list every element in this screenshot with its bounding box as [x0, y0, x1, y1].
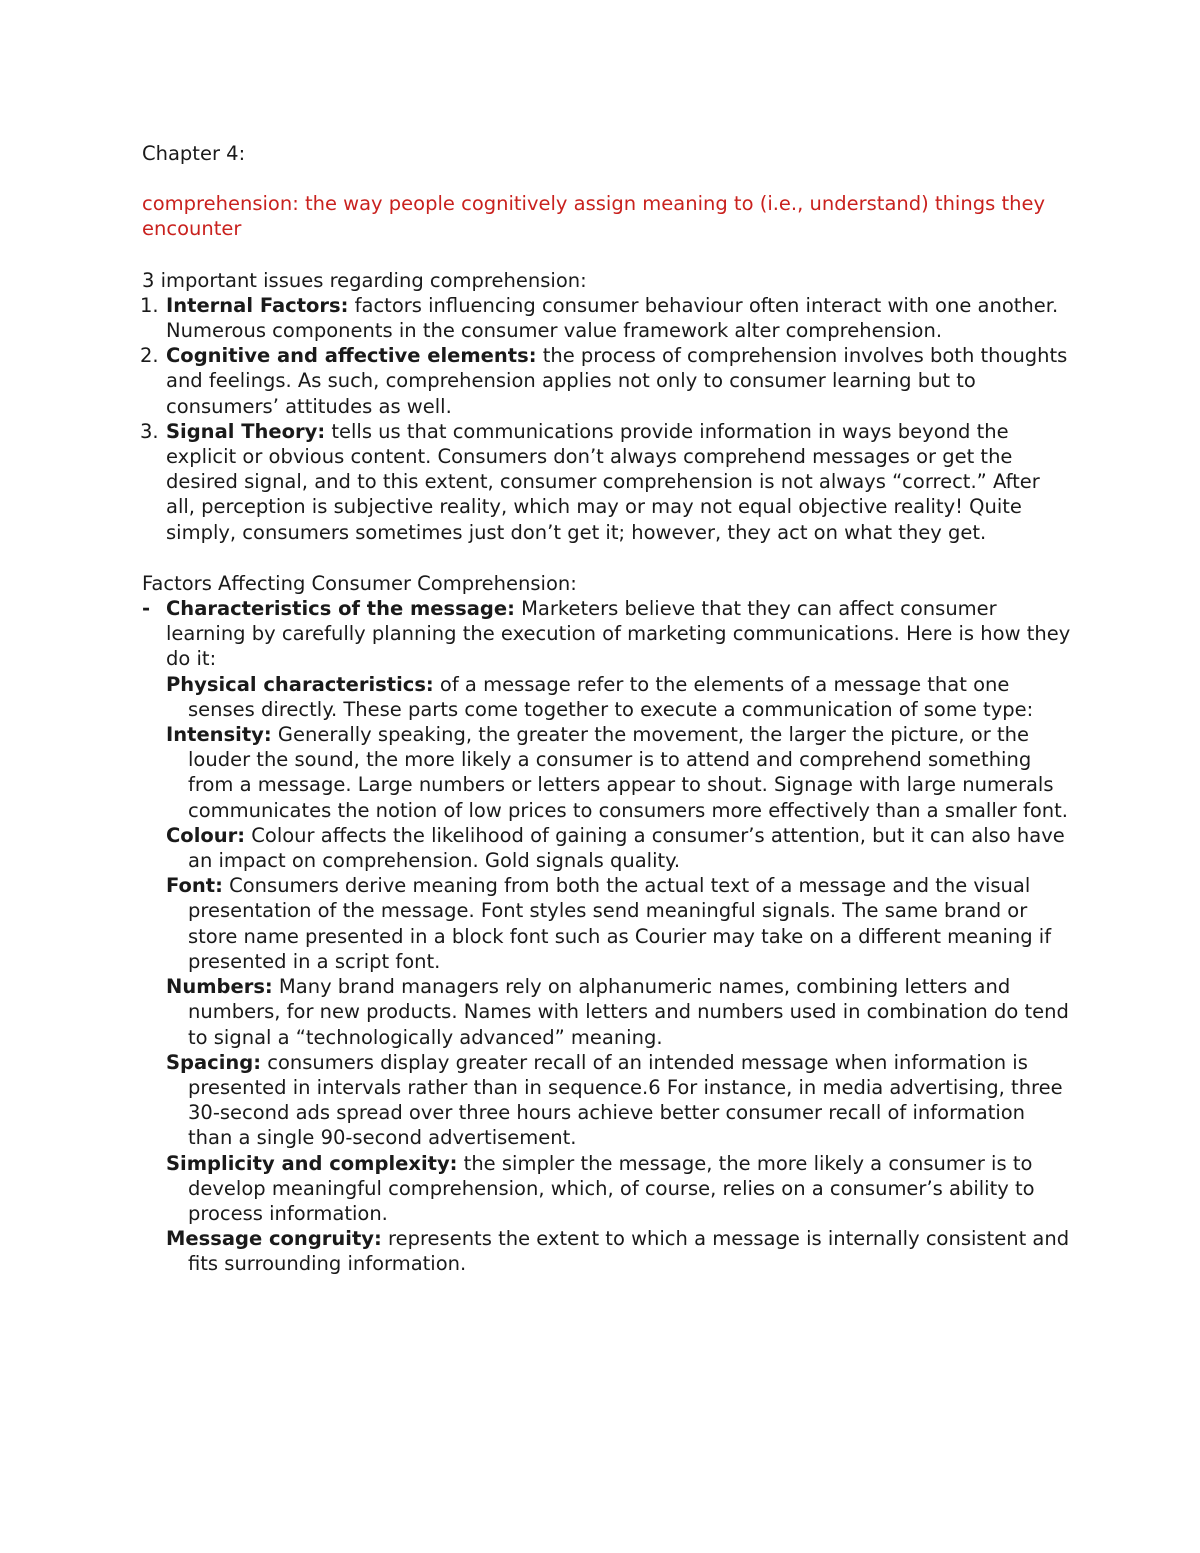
sub-item-physical-characteristics [166, 672, 1072, 722]
sub-item-term: Simplicity and complexity: [166, 1151, 458, 1175]
sub-item-term: Spacing: [166, 1050, 262, 1074]
sub-item-spacing [166, 1050, 1072, 1151]
sub-item-colour [166, 823, 1072, 873]
sub-item-numbers [166, 974, 1072, 1050]
sub-item-simplicity [166, 1151, 1072, 1227]
sub-item-term: Physical characteristics: [166, 672, 434, 696]
issue-term: Internal Factors: [166, 293, 349, 317]
sub-item-text: Generally speaking, the greater the movement, the larger the picture, or the louder the sound, the more likely a consumer is to attend and comprehend something from a message. Large numbers or letters appear to shout. Signage with large numerals communicates the notion of low prices to consumers more effectively than a smaller font. [188, 723, 1068, 822]
sub-item-term: Numbers: [166, 975, 273, 999]
sub-item-text: Consumers derive meaning from both the actual text of a message and the visual presentation of the message. Font styles send meaningful signals. The same brand or store name presented in a block font such as Courier may take on a different meaning if presented in a script font. [188, 874, 1052, 973]
factor-item [142, 596, 1072, 1276]
comprehension-definition: comprehension: the way people cognitively assign meaning to (i.e., understand) things they encounter [142, 192, 1045, 241]
sub-item-text: Colour affects the likelihood of gaining a consumer’s attention, but it can also have an impact on comprehension. Gold signals quality. [188, 823, 1065, 873]
issue-text: tells us that communications provide information in ways beyond the explicit or obvious content. Consumers don’t always comprehend messages or get the desired signal, and to this extent, consumer comprehension is not always “correct.” After all, perception is subjective reality, which may or may not equal objective reality! Quite simply, consumers sometimes just don’t get it; however, they act on what they get. [166, 419, 1040, 544]
issue-text: factors influencing consumer behaviour often interact with one another. Numerous components in the consumer value framework alter comprehension. [166, 293, 1059, 343]
document-page [142, 141, 1072, 1277]
sub-item-text: Many brand managers rely on alphanumeric names, combining letters and numbers, for new products. Names with letters and numbers used in combination do tend to signal a “technologically advanced” meaning. [188, 975, 1069, 1049]
factors-list [142, 596, 1072, 1276]
list-number: 2. [140, 344, 159, 368]
issue-item [142, 343, 1072, 419]
issue-term: Signal Theory: [166, 419, 326, 443]
sub-item-font [166, 873, 1072, 974]
issues-heading: 3 important issues regarding comprehension: [142, 268, 587, 292]
issue-item [142, 293, 1072, 343]
factor-term: Characteristics of the message: [166, 597, 515, 621]
list-number: 1. [140, 293, 159, 317]
issue-item [142, 419, 1072, 545]
sub-item-term: Colour: [166, 823, 246, 847]
sub-item-text: represents the extent to which a message is internally consistent and fits surrounding information. [188, 1227, 1070, 1276]
factors-heading: Factors Affecting Consumer Comprehension: [142, 571, 577, 595]
issue-text: the process of comprehension involves both thoughts and feelings. As such, comprehension applies not only to consumer learning but to consumers’ attitudes as well. [166, 344, 1068, 418]
sub-item-term: Intensity: [166, 723, 272, 747]
sub-item-text: the simpler the message, the more likely a consumer is to develop meaningful comprehension, which, of course, relies on a consumer’s ability to process information. [188, 1151, 1035, 1225]
issue-term: Cognitive and affective elements: [166, 344, 537, 368]
sub-item-message-congruity [166, 1226, 1072, 1276]
sub-item-intensity [166, 722, 1072, 823]
sub-item-text: consumers display greater recall of an intended message when information is presented in intervals rather than in sequence.6 For instance, in media advertising, three 30-second ads spread over three hours achieve better consumer recall of information than a single 90-second advertisement. [188, 1050, 1063, 1150]
list-number: 3. [140, 419, 159, 443]
bullet-dash: - [142, 597, 151, 621]
sub-item-text: of a message refer to the elements of a message that one senses directly. These parts come together to execute a communication of some type: [188, 672, 1034, 721]
chapter-title: Chapter 4: [142, 142, 246, 165]
sub-item-term: Font: [166, 874, 223, 898]
factor-text: Marketers believe that they can affect consumer learning by carefully planning the execution of marketing communications. Here is how they do it: [166, 597, 1071, 671]
issues-list [142, 293, 1072, 545]
sub-item-term: Message congruity: [166, 1227, 382, 1251]
